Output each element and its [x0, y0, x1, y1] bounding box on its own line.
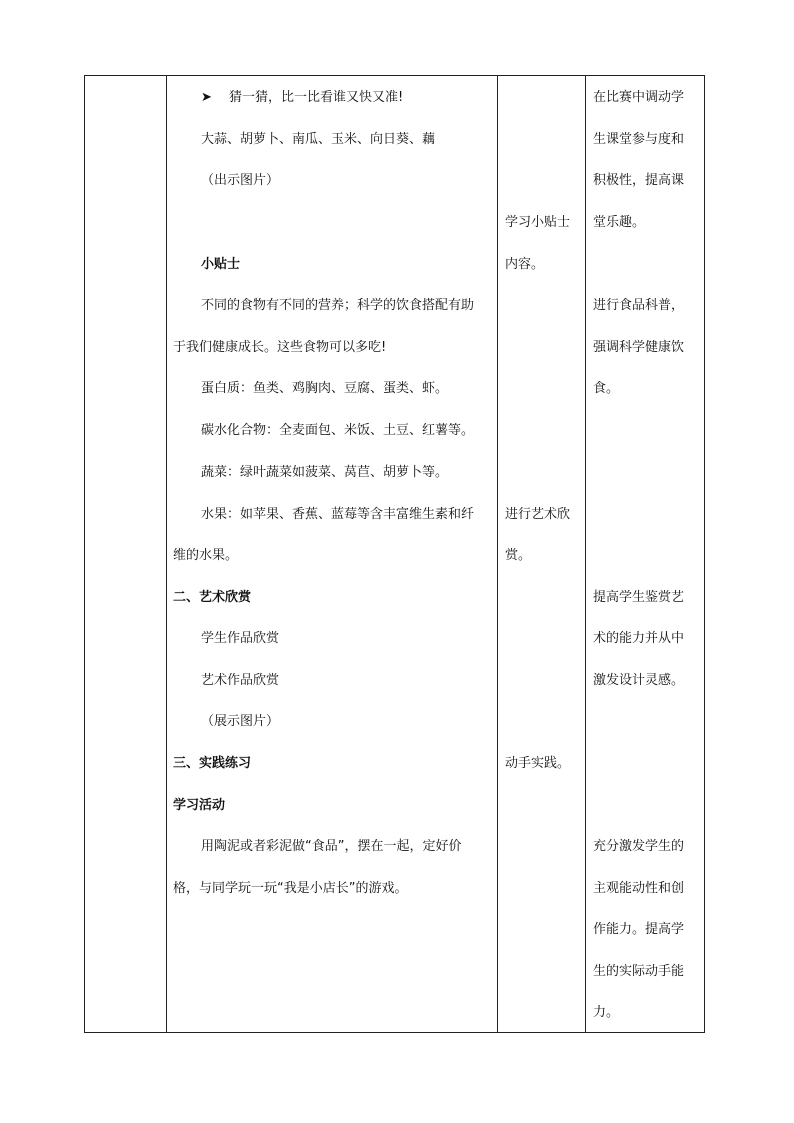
fruit-line-2: 维的水果。 — [173, 548, 239, 563]
protein-line: 蛋白质：鱼类、鸡胸肉、豆腐、蛋类、虾。 — [201, 381, 449, 396]
column-divider-1 — [166, 75, 167, 1033]
arrow-bullet-icon: ➤ — [201, 90, 212, 105]
carbs-line: 碳水化合物：全麦面包、米饭、土豆、红薯等。 — [201, 423, 475, 438]
art-appreciate-line-2: 赏。 — [505, 548, 532, 563]
intent-3-line-1: 提高学生鉴赏艺 — [593, 590, 685, 605]
intent-3-line-2: 术的能力并从中 — [593, 631, 685, 646]
intent-4-line-5: 力。 — [593, 1005, 620, 1020]
column-divider-3 — [585, 75, 586, 1033]
art-works-line: 艺术作品欣赏 — [201, 673, 280, 688]
art-section-title: 二、艺术欣赏 — [173, 590, 252, 605]
intent-3-line-3: 激发设计灵感。 — [593, 673, 685, 688]
practice-section-title: 三、实践练习 — [173, 756, 252, 771]
intent-1-line-1: 在比赛中调动学 — [593, 90, 685, 105]
learn-tips-line-1: 学习小贴士 — [505, 215, 571, 230]
intent-4-line-2: 主观能动性和创 — [593, 881, 685, 896]
activity-line-1: 用陶泥或者彩泥做“食品”，摆在一起，定好价 — [201, 839, 462, 854]
activity-line-2: 格，与同学玩一玩“我是小店长”的游戏。 — [173, 881, 408, 896]
student-works-line: 学生作品欣赏 — [201, 631, 280, 646]
guess-prompt: 猜一猜，比一比看谁又快又准! — [229, 90, 404, 105]
intent-4-line-3: 作能力。提高学 — [593, 922, 685, 937]
intent-4-line-4: 生的实际动手能 — [593, 964, 685, 979]
art-appreciate-line-1: 进行艺术欣 — [505, 507, 571, 522]
intent-2-line-2: 强调科学健康饮 — [593, 340, 685, 355]
intent-1-line-3: 积极性，提高课 — [593, 173, 685, 188]
intent-1-line-4: 堂乐趣。 — [593, 215, 646, 230]
hands-on-line: 动手实践。 — [505, 756, 571, 771]
column-divider-2 — [497, 75, 498, 1033]
intent-4-line-1: 充分激发学生的 — [593, 839, 685, 854]
foods-list: 大蒜、胡萝卜、南瓜、玉米、向日葵、藕 — [201, 132, 436, 147]
tips-title: 小贴士 — [201, 257, 241, 272]
tips-line-2: 于我们健康成长。这些食物可以多吃! — [173, 340, 387, 355]
vegetables-line: 蔬菜：绿叶蔬菜如菠菜、莴苣、胡萝卜等。 — [201, 465, 449, 480]
tips-line-1: 不同的食物有不同的营养；科学的饮食搭配有助 — [201, 298, 475, 313]
intent-2-line-1: 进行食品科普， — [593, 298, 685, 313]
activity-title: 学习活动 — [173, 798, 226, 813]
fruit-line-1: 水果：如苹果、香蕉、蓝莓等含丰富维生素和纤 — [201, 507, 475, 522]
show-images-note: （出示图片） — [201, 173, 280, 188]
intent-1-line-2: 生课堂参与度和 — [593, 132, 685, 147]
learn-tips-line-2: 内容。 — [505, 257, 545, 272]
intent-2-line-3: 食。 — [593, 381, 620, 396]
display-images-note: （展示图片） — [201, 714, 280, 729]
